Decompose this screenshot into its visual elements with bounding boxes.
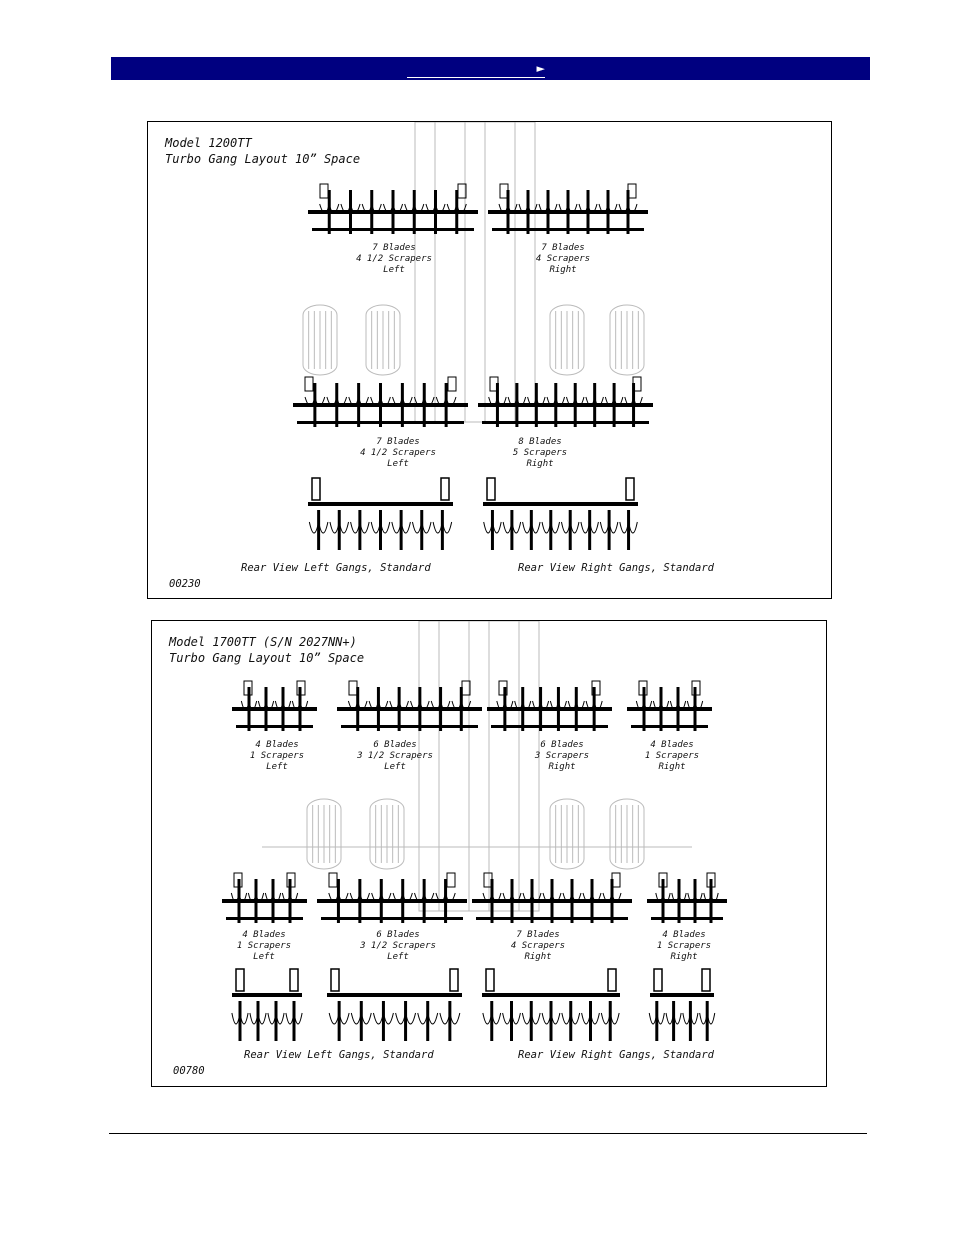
bearing-hanger (447, 873, 455, 887)
gang-shaft (308, 502, 453, 506)
gang-label: 7 Blades 4 Scrapers Right (510, 930, 566, 962)
gang-label: 4 Blades 1 Scrapers Left (249, 740, 305, 772)
caption-right: Rear View Right Gangs, Standard (518, 562, 714, 574)
figure-subtitle: Turbo Gang Layout 10” Space (169, 651, 365, 665)
gang-layout-drawing (148, 122, 831, 598)
figure-title: Model 1700TT (S/N 2027NN+) (169, 635, 357, 649)
gang-label: 6 Blades 3 1/2 Scrapers Left (357, 740, 433, 772)
standard-shank (486, 969, 494, 991)
figure-number: 00230 (169, 578, 201, 590)
standard-shank (487, 478, 495, 500)
standard-shank (236, 969, 244, 991)
standard-shank (290, 969, 298, 991)
bearing-hanger (305, 377, 313, 391)
figure-subtitle: Turbo Gang Layout 10” Space (165, 152, 361, 166)
standard-shank (626, 478, 634, 500)
standard-shank (702, 969, 710, 991)
caption-left: Rear View Left Gangs, Standard (244, 1049, 434, 1061)
standard-shank (441, 478, 449, 500)
gang-label: 7 Blades 4 1/2 Scrapers Left (356, 243, 432, 275)
footer-rule (109, 1133, 867, 1134)
standard-shank (331, 969, 339, 991)
standard-shank (608, 969, 616, 991)
gang-shaft (222, 899, 307, 903)
bearing-hanger (329, 873, 337, 887)
gang-frame-bar (491, 725, 608, 728)
gang-frame-bar (321, 917, 463, 920)
caption-right: Rear View Right Gangs, Standard (518, 1049, 714, 1061)
bearing-hanger (320, 184, 328, 198)
gang-shaft (232, 707, 317, 711)
gang-frame-bar (482, 421, 649, 424)
bearing-hanger (349, 681, 357, 695)
figure-1700tt (151, 620, 827, 1087)
bearing-hanger (448, 377, 456, 391)
caption-left: Rear View Left Gangs, Standard (241, 562, 431, 574)
nav-next-link[interactable] (407, 63, 545, 78)
gang-label: 4 Blades 1 Scrapers Left (236, 930, 292, 962)
gang-frame-bar (341, 725, 478, 728)
header-bar (111, 57, 870, 80)
figure-1200tt (147, 121, 832, 599)
gang-label: 4 Blades 1 Scrapers Right (656, 930, 712, 962)
standard-shank (654, 969, 662, 991)
standard-shank (312, 478, 320, 500)
gang-label: 7 Blades 4 1/2 Scrapers Left (360, 437, 436, 469)
gang-shaft (627, 707, 712, 711)
gang-layout-drawing (152, 621, 826, 1086)
gang-shaft (482, 993, 620, 997)
figure-number: 00780 (173, 1065, 205, 1077)
gang-shaft (650, 993, 714, 997)
figure-title: Model 1200TT (165, 136, 252, 150)
gang-label: 8 Blades 5 Scrapers Right (512, 437, 568, 469)
gang-shaft (232, 993, 302, 997)
gang-shaft (483, 502, 638, 506)
gang-label: 4 Blades 1 Scrapers Right (644, 740, 700, 772)
gang-label: 6 Blades 3 Scrapers Right (534, 740, 590, 772)
gang-shaft (647, 899, 727, 903)
gang-shaft (327, 993, 462, 997)
gang-label: 6 Blades 3 1/2 Scrapers Left (360, 930, 436, 962)
standard-shank (450, 969, 458, 991)
play-arrow-icon: ► (536, 62, 545, 75)
gang-label: 7 Blades 4 Scrapers Right (535, 243, 591, 275)
